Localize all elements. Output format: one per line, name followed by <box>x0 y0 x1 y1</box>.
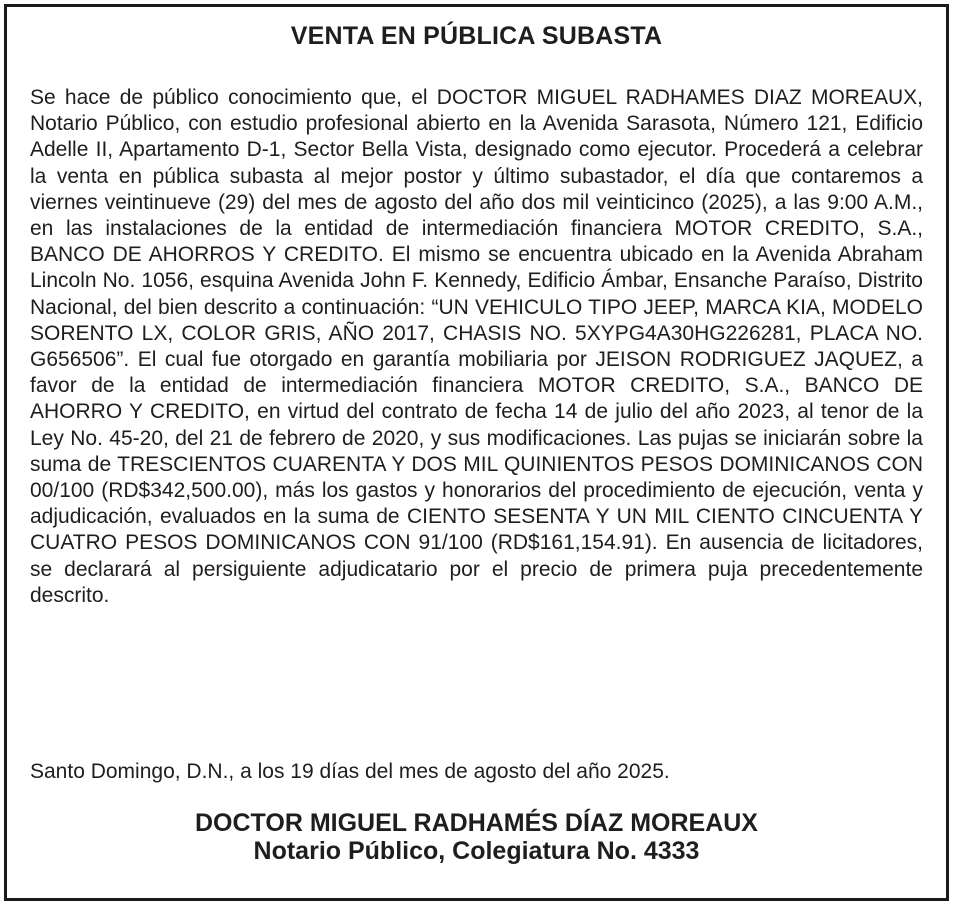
notice-title: VENTA EN PÚBLICA SUBASTA <box>290 22 663 50</box>
signature-block <box>7 809 946 865</box>
notice-body-paragraph: Se hace de público conocimiento que, el DOCTOR MIGUEL RADHAMES DIAZ MOREAUX, Notario Público, con estudio profesional abierto en la Avenida Sarasota, Número 121, Edificio Adelle II, Apartamento D-1, Sector Bella Vista, designado como ejecutor. Procederá a celebrar la venta en pública subasta al mejor postor y último subastador, el día que contaremos a viernes veintinueve (29) del mes de agosto del año dos mil veinticinco (2025), a las 9:00 A.M., en las instalaciones de la entidad de intermediación financiera MOTOR CREDITO, S.A., BANCO DE AHORROS Y CREDITO. El mismo se encuentra ubicado en la Avenida Abraham Lincoln No. 1056, esquina Avenida John F. Kennedy, Edificio Ámbar, Ensanche Paraíso, Distrito Nacional, del bien descrito a continuación: “UN VEHICULO TIPO JEEP, MARCA KIA, MODELO SORENTO LX, COLOR GRIS, AÑO 2017, CHASIS NO. 5XYPG4A30HG226281, PLACA NO. G656506”. El cual fue otorgado en garantía mobiliaria por JEISON RODRIGUEZ JAQUEZ, a favor de la entidad de intermediación financiera MOTOR CREDITO, S.A., BANCO DE AHORRO Y CREDITO, en virtud del contrato de fecha 14 de julio del año 2023, al tenor de la Ley No. 45-20, del 21 de febrero de 2020, y sus modificaciones. Las pujas se iniciarán sobre la suma de TRESCIENTOS CUARENTA Y DOS MIL QUINIENTOS PESOS DOMINICANOS CON 00/100 (RD$342,500.00), más los gastos y honorarios del procedimiento de ejecución, venta y adjudicación, evaluados en la suma de CIENTO SESENTA Y UN MIL CIENTO CINCUENTA Y CUATRO PESOS DOMINICANOS CON 91/100 (RD$161,154.91). En ausencia de licitadores, se declarará al persiguiente adjudicatario por el precio de primera puja precedentemente descrito. <box>30 86 923 607</box>
notice-date-line: Santo Domingo, D.N., a los 19 días del mes de agosto del año 2025. <box>30 760 670 783</box>
public-auction-notice <box>4 4 949 901</box>
signatory-name: DOCTOR MIGUEL RADHAMÉS DÍAZ MOREAUX <box>195 809 758 837</box>
signatory-title: Notario Público, Colegiatura No. 4333 <box>253 837 700 865</box>
